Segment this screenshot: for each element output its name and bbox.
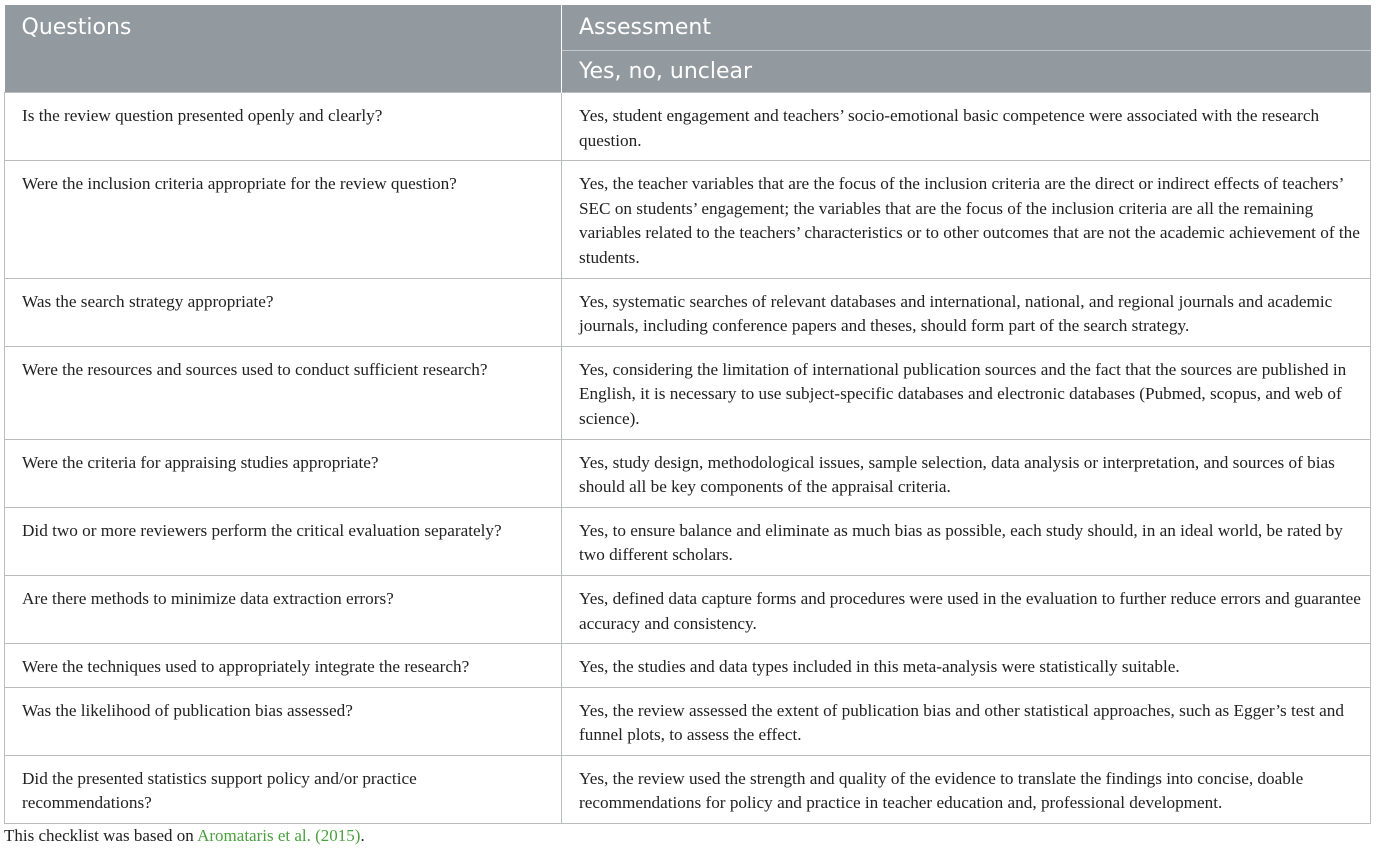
table-footnote (4, 826, 365, 846)
table-row (5, 161, 1371, 278)
table-row (5, 507, 1371, 575)
answer-cell: Yes, considering the limitation of international publication sources and the fact that the sources are published in English, it is necessary to use subject-specific databases and electronic databases (Pubmed, scopus, and web of science). (562, 346, 1371, 439)
table-header (5, 5, 1371, 93)
table-row (5, 278, 1371, 346)
question-cell: Did two or more reviewers perform the critical evaluation separately? (5, 507, 562, 575)
checklist-table-container (4, 5, 1370, 824)
answer-cell: Yes, the review used the strength and quality of the evidence to translate the findings into concise, doable recommendations for policy and practice in teacher education and, professional development. (562, 755, 1371, 823)
table-row (5, 575, 1371, 643)
table-row (5, 439, 1371, 507)
assessment-subheader: Yes, no, unclear (562, 51, 1371, 93)
table-row (5, 346, 1371, 439)
question-cell: Are there methods to minimize data extraction errors? (5, 575, 562, 643)
question-cell: Were the inclusion criteria appropriate for the review question? (5, 161, 562, 278)
question-cell: Were the criteria for appraising studies appropriate? (5, 439, 562, 507)
answer-cell: Yes, the review assessed the extent of publication bias and other statistical approaches, such as Egger’s test and funnel plots, to assess the effect. (562, 687, 1371, 755)
question-cell: Was the search strategy appropriate? (5, 278, 562, 346)
answer-cell: Yes, the teacher variables that are the focus of the inclusion criteria are the direct or indirect effects of teachers’ SEC on students’ engagement; the variables that are the focus of the inclusion criteria are all the remaining variables related to the teachers’ characteristics or to other outcomes that are not the academic achievement of the students. (562, 161, 1371, 278)
checklist-table (4, 5, 1371, 824)
answer-cell: Yes, student engagement and teachers’ socio-emotional basic competence were associated with the research question. (562, 93, 1371, 161)
answer-cell: Yes, systematic searches of relevant databases and international, national, and regional journals and academic journals, including conference papers and theses, should form part of the search strategy. (562, 278, 1371, 346)
footnote-period: . (360, 826, 365, 845)
answer-cell: Yes, study design, methodological issues, sample selection, data analysis or interpretation, and sources of bias should all be key components of the appraisal criteria. (562, 439, 1371, 507)
answer-cell: Yes, the studies and data types included in this meta-analysis were statistically suitable. (562, 644, 1371, 688)
question-cell: Is the review question presented openly and clearly? (5, 93, 562, 161)
question-cell: Were the resources and sources used to conduct sufficient research? (5, 346, 562, 439)
table-row (5, 755, 1371, 823)
answer-cell: Yes, to ensure balance and eliminate as much bias as possible, each study should, in an ideal world, be rated by two different scholars. (562, 507, 1371, 575)
table-row (5, 644, 1371, 688)
question-cell: Did the presented statistics support policy and/or practice recommendations? (5, 755, 562, 823)
question-cell: Was the likelihood of publication bias assessed? (5, 687, 562, 755)
questions-column-header: Questions (5, 5, 562, 93)
answer-cell: Yes, defined data capture forms and procedures were used in the evaluation to further reduce errors and guarantee accuracy and consistency. (562, 575, 1371, 643)
table-body (5, 93, 1371, 824)
footnote-text: This checklist was based on (4, 826, 198, 845)
reference-link[interactable]: Aromataris et al. (2015) (197, 826, 361, 845)
table-row (5, 687, 1371, 755)
table-row (5, 93, 1371, 161)
assessment-column-header: Assessment (562, 5, 1371, 51)
question-cell: Were the techniques used to appropriately integrate the research? (5, 644, 562, 688)
